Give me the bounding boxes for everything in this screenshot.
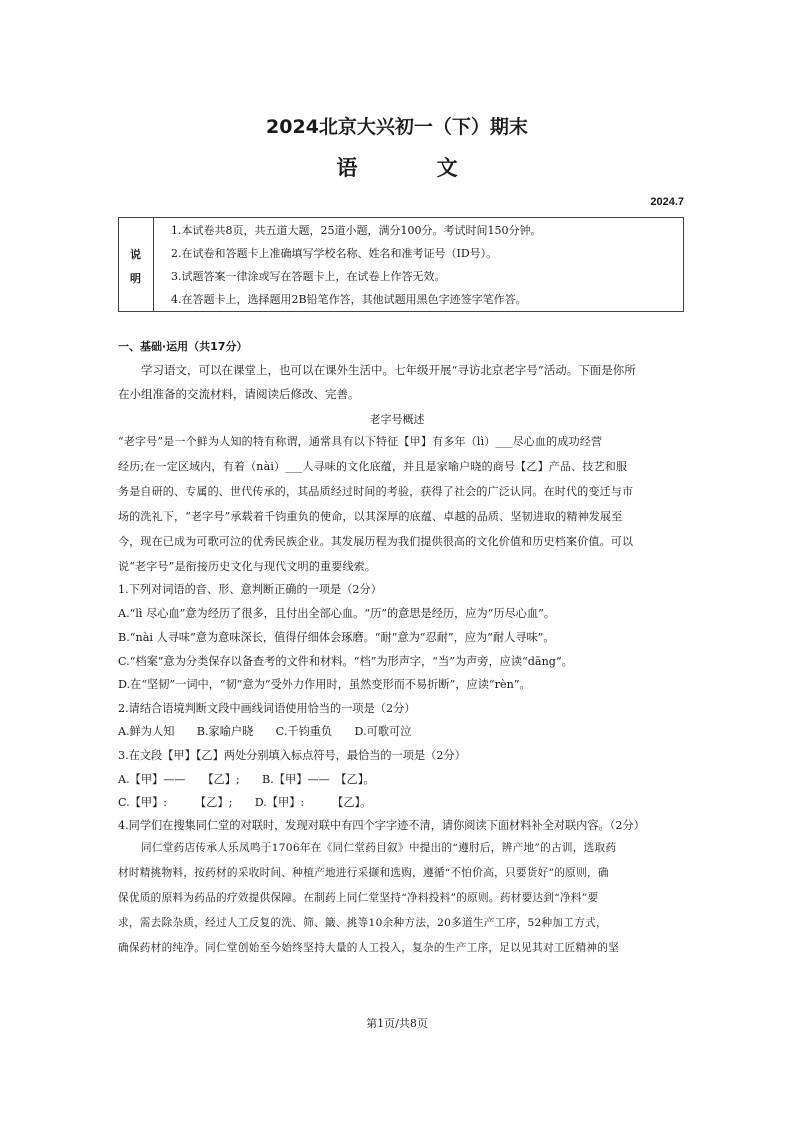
instructions-box — [118, 217, 684, 312]
option-line: A.鲜为人知 B.家喻户晓 C.千钧重负 D.可歌可泣 — [118, 725, 412, 738]
intro-line: 在小组准备的交流材料，请阅读后修改、完善。 — [118, 387, 360, 401]
intro-line: 学习语文，可以在课堂上，也可以在课外生活中。七年级开展“寻访北京老字号”活动。下面是你所 — [141, 363, 636, 377]
material-line: 保优质的原料为药品的疗效提供保障。在制药上同仁堂坚持“净料投料”的原则。药材要达到“净料”要 — [118, 892, 599, 904]
question-1: 1.下列对词语的音、形、意判断正确的一项是（2分） — [118, 583, 382, 596]
instruction-item: 1.本试卷共8页，共五道大题，25道小题，满分100分。考试时间150分钟。 — [171, 224, 542, 237]
exam-date: 2024.7 — [650, 196, 684, 208]
option-line: A.【甲】—— 【乙】; B.【甲】—— 【乙】。 — [118, 773, 375, 786]
instructions-label-bottom: 明 — [130, 272, 141, 285]
section-heading: 一、基础·运用（共17分） — [118, 340, 248, 353]
option-line: B.“nài 人寻味”意为意味深长，值得仔细体会琢磨。“耐”意为“忍耐”，应为“耐人寻味”。 — [118, 631, 555, 644]
instruction-item: 2.在试卷和答题卡上准确填写学校名称、姓名和准考证号（ID号）。 — [171, 247, 498, 260]
passage-line: 经历;在一定区域内，有着（nài）___人寻味的文化底蕴，并且是家喻户晓的商号【乙】产品、技艺和服 — [118, 460, 628, 473]
material-line: 材时精挑物料，按药材的采收时间、种植产地进行采撷和选购，遵循“不怕价高，只要货好”的原则，确 — [118, 867, 609, 879]
material-line: 同仁堂药店传承人乐凤鸣于1706年在《同仁堂药目叙》中提出的“遵肘后，辨产地”的古训，选取药 — [141, 842, 617, 854]
passage-line: 务是自研的、专属的、世代传承的，其品质经过时间的考验，获得了社会的广泛认同。在时代的变迁与市 — [118, 485, 634, 498]
passage-line: “老字号”是一个鲜为人知的特有称谓，通常具有以下特征【甲】有多年（lì）___尽心血的成功经营 — [118, 435, 603, 448]
instructions-label — [119, 218, 154, 311]
material-line: 确保药材的纯净。同仁堂创始至今始终坚持大量的人工投入，复杂的生产工序，足以见其对工匠精神的坚 — [118, 942, 620, 954]
instruction-item: 4.在答题卡上，选择题用2B铅笔作答，其他试题用黑色字迹签字笔作答。 — [171, 293, 527, 306]
instructions-label-top: 说 — [130, 248, 141, 261]
subject-title: 语 文 — [336, 156, 494, 180]
option-line: C.【甲】: 【乙】; D.【甲】: 【乙】。 — [118, 796, 372, 809]
instruction-item: 3.试题答案一律涂或写在答题卡上，在试卷上作答无效。 — [171, 270, 446, 283]
material-line: 求，需去除杂质，经过人工反复的洗、筛、簸、挑等10余种方法，20多道生产工序，52种加工方式， — [118, 917, 607, 929]
passage-title: 老字号概述 — [369, 413, 425, 426]
option-line: C.“档案”意为分类保存以备查考的文件和材料。“档”为形声字，“当”为声旁，应读“dāng”。 — [118, 655, 573, 668]
question-4: 4.同学们在搜集同仁堂的对联时，发现对联中有四个字字迹不清，请你阅读下面材料补全对联内容。（2分） — [118, 819, 645, 832]
page-title: 2024北京大兴初一（下）期末 — [266, 116, 528, 138]
passage-line: 今，现在已成为可歌可泣的优秀民族企业。其发展历程为我们提供很高的文化价值和历史档案价值。可以 — [118, 535, 634, 548]
passage-line: 说“老字号”是衔接历史文化与现代文明的重要线索。 — [118, 560, 377, 573]
question-3: 3.在文段【甲】【乙】两处分别填入标点符号，最恰当的一项是（2分） — [118, 749, 466, 762]
option-line: D.在“坚韧”一词中，“韧”意为“受外力作用时，虽然变形而不易折断”，应读“rèn”。 — [118, 678, 531, 691]
passage-line: 场的洗礼下，“老字号”承载着千钧重负的使命，以其深厚的底蕴、卓越的品质、坚韧进取的精神发展至 — [118, 510, 623, 523]
question-2: 2.请结合语境判断文段中画线词语使用恰当的一项是（2分） — [118, 702, 416, 715]
option-line: A.“lì 尽心血”意为经历了很多，且付出全部心血。“历”的意思是经历，应为“历尽心血”。 — [118, 607, 556, 620]
page-footer: 第1页/共8页 — [366, 1017, 428, 1030]
